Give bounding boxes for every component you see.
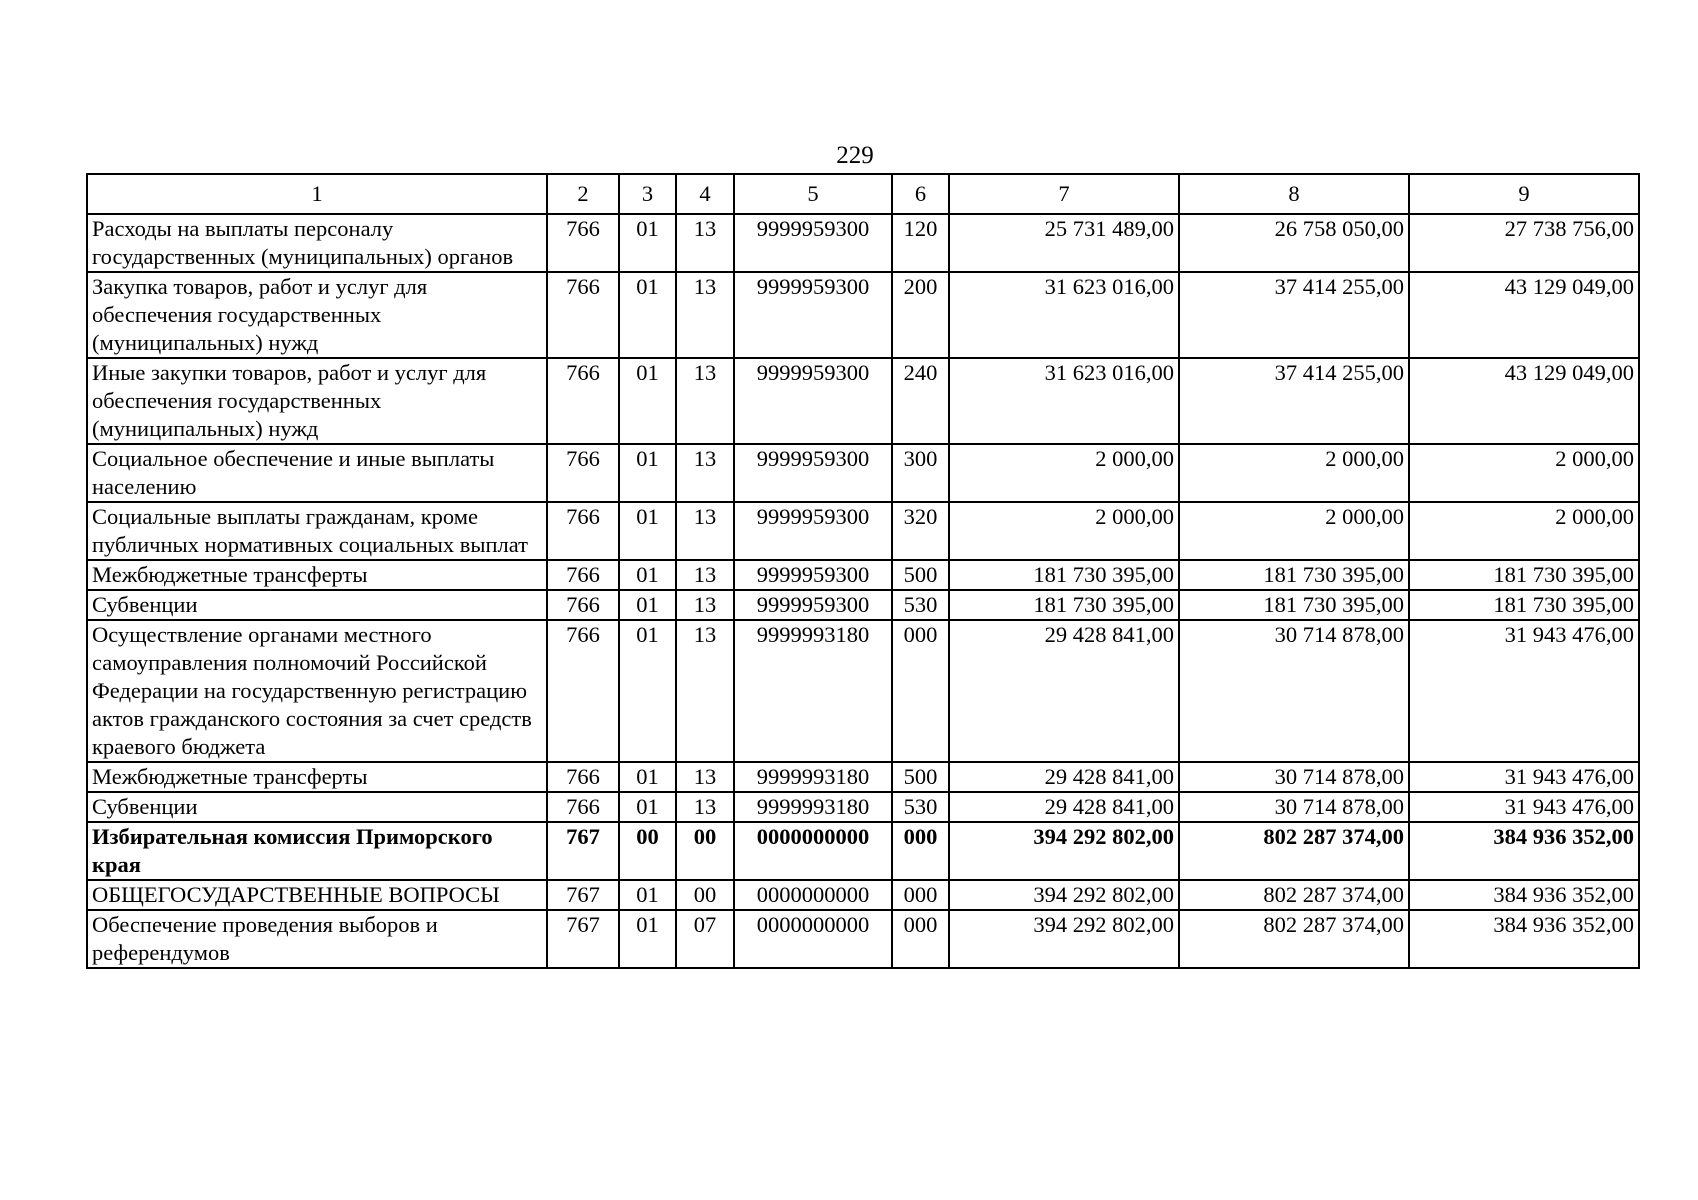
row-name-cell: Закупка товаров, работ и услуг для обеспечения государственных (муниципальных) нужд <box>87 272 547 358</box>
row-code-cell: 01 <box>619 502 676 560</box>
table-row <box>87 880 1639 910</box>
row-amount-cell: 2 000,00 <box>1179 444 1409 502</box>
table-row <box>87 444 1639 502</box>
row-name-cell: Межбюджетные трансферты <box>87 762 547 792</box>
row-name-cell: Социальное обеспечение и иные выплаты населению <box>87 444 547 502</box>
row-amount-cell: 802 287 374,00 <box>1179 910 1409 968</box>
row-code-cell: 500 <box>892 762 949 792</box>
row-amount-cell: 27 738 756,00 <box>1409 214 1639 272</box>
row-name-cell: Межбюджетные трансферты <box>87 560 547 590</box>
table-row <box>87 560 1639 590</box>
row-code-cell: 766 <box>547 358 619 444</box>
row-code-cell: 9999959300 <box>734 444 892 502</box>
row-amount-cell: 26 758 050,00 <box>1179 214 1409 272</box>
row-code-cell: 767 <box>547 910 619 968</box>
row-amount-cell: 181 730 395,00 <box>1179 590 1409 620</box>
header-cell: 5 <box>734 174 892 214</box>
header-cell: 9 <box>1409 174 1639 214</box>
row-code-cell: 766 <box>547 590 619 620</box>
row-amount-cell: 394 292 802,00 <box>949 822 1179 880</box>
row-code-cell: 766 <box>547 762 619 792</box>
row-amount-cell: 384 936 352,00 <box>1409 822 1639 880</box>
row-code-cell: 500 <box>892 560 949 590</box>
row-code-cell: 320 <box>892 502 949 560</box>
table-row <box>87 590 1639 620</box>
row-code-cell: 0000000000 <box>734 880 892 910</box>
row-code-cell: 0000000000 <box>734 822 892 880</box>
row-amount-cell: 394 292 802,00 <box>949 880 1179 910</box>
row-amount-cell: 2 000,00 <box>949 444 1179 502</box>
row-name-cell: Иные закупки товаров, работ и услуг для обеспечения государственных (муниципальных) нужд <box>87 358 547 444</box>
row-code-cell: 767 <box>547 822 619 880</box>
row-code-cell: 13 <box>676 444 734 502</box>
row-amount-cell: 29 428 841,00 <box>949 792 1179 822</box>
row-code-cell: 13 <box>676 762 734 792</box>
row-code-cell: 766 <box>547 792 619 822</box>
row-code-cell: 01 <box>619 880 676 910</box>
row-code-cell: 766 <box>547 444 619 502</box>
row-code-cell: 000 <box>892 910 949 968</box>
row-code-cell: 13 <box>676 620 734 762</box>
header-cell: 4 <box>676 174 734 214</box>
row-name-cell: ОБЩЕГОСУДАРСТВЕННЫЕ ВОПРОСЫ <box>87 880 547 910</box>
table-body <box>87 214 1639 968</box>
row-code-cell: 00 <box>676 880 734 910</box>
row-code-cell: 01 <box>619 620 676 762</box>
row-amount-cell: 802 287 374,00 <box>1179 822 1409 880</box>
row-code-cell: 9999959300 <box>734 272 892 358</box>
row-code-cell: 13 <box>676 590 734 620</box>
row-code-cell: 9999959300 <box>734 502 892 560</box>
row-amount-cell: 43 129 049,00 <box>1409 272 1639 358</box>
row-code-cell: 01 <box>619 358 676 444</box>
row-code-cell: 9999993180 <box>734 620 892 762</box>
row-amount-cell: 384 936 352,00 <box>1409 910 1639 968</box>
row-code-cell: 01 <box>619 910 676 968</box>
table-row <box>87 272 1639 358</box>
row-amount-cell: 25 731 489,00 <box>949 214 1179 272</box>
row-amount-cell: 31 943 476,00 <box>1409 792 1639 822</box>
row-name-cell: Обеспечение проведения выборов и референдумов <box>87 910 547 968</box>
row-code-cell: 13 <box>676 560 734 590</box>
row-amount-cell: 37 414 255,00 <box>1179 358 1409 444</box>
row-amount-cell: 181 730 395,00 <box>1409 590 1639 620</box>
row-code-cell: 530 <box>892 792 949 822</box>
header-cell: 2 <box>547 174 619 214</box>
row-code-cell: 200 <box>892 272 949 358</box>
page-number: 229 <box>836 142 874 169</box>
row-amount-cell: 802 287 374,00 <box>1179 880 1409 910</box>
header-cell: 1 <box>87 174 547 214</box>
row-code-cell: 13 <box>676 272 734 358</box>
row-amount-cell: 37 414 255,00 <box>1179 272 1409 358</box>
row-code-cell: 240 <box>892 358 949 444</box>
row-code-cell: 9999959300 <box>734 590 892 620</box>
row-code-cell: 530 <box>892 590 949 620</box>
row-amount-cell: 2 000,00 <box>1179 502 1409 560</box>
row-code-cell: 000 <box>892 620 949 762</box>
row-code-cell: 9999993180 <box>734 792 892 822</box>
row-code-cell: 01 <box>619 762 676 792</box>
row-code-cell: 300 <box>892 444 949 502</box>
budget-table <box>86 173 1640 969</box>
row-code-cell: 00 <box>676 822 734 880</box>
row-code-cell: 000 <box>892 880 949 910</box>
row-amount-cell: 29 428 841,00 <box>949 620 1179 762</box>
row-code-cell: 120 <box>892 214 949 272</box>
row-code-cell: 9999959300 <box>734 214 892 272</box>
row-amount-cell: 181 730 395,00 <box>949 560 1179 590</box>
row-code-cell: 07 <box>676 910 734 968</box>
table-row <box>87 358 1639 444</box>
table-row <box>87 762 1639 792</box>
header-cell: 3 <box>619 174 676 214</box>
row-code-cell: 766 <box>547 272 619 358</box>
row-name-cell: Расходы на выплаты персоналу государственных (муниципальных) органов <box>87 214 547 272</box>
row-code-cell: 9999959300 <box>734 358 892 444</box>
row-amount-cell: 2 000,00 <box>1409 444 1639 502</box>
header-cell: 6 <box>892 174 949 214</box>
row-code-cell: 766 <box>547 620 619 762</box>
row-code-cell: 767 <box>547 880 619 910</box>
row-amount-cell: 30 714 878,00 <box>1179 620 1409 762</box>
row-amount-cell: 31 623 016,00 <box>949 272 1179 358</box>
row-code-cell: 9999993180 <box>734 762 892 792</box>
table-row <box>87 214 1639 272</box>
row-name-cell: Субвенции <box>87 590 547 620</box>
row-amount-cell: 394 292 802,00 <box>949 910 1179 968</box>
row-amount-cell: 181 730 395,00 <box>949 590 1179 620</box>
row-code-cell: 00 <box>619 822 676 880</box>
table-row <box>87 822 1639 880</box>
row-amount-cell: 29 428 841,00 <box>949 762 1179 792</box>
row-amount-cell: 43 129 049,00 <box>1409 358 1639 444</box>
row-code-cell: 01 <box>619 444 676 502</box>
row-amount-cell: 384 936 352,00 <box>1409 880 1639 910</box>
row-amount-cell: 181 730 395,00 <box>1409 560 1639 590</box>
row-code-cell: 766 <box>547 560 619 590</box>
row-amount-cell: 2 000,00 <box>949 502 1179 560</box>
row-code-cell: 01 <box>619 214 676 272</box>
row-name-cell: Осуществление органами местного самоуправления полномочий Российской Федерации на государственную регистрацию актов гражданского состояния за счет средств краевого бюджета <box>87 620 547 762</box>
row-code-cell: 766 <box>547 214 619 272</box>
row-code-cell: 13 <box>676 214 734 272</box>
row-amount-cell: 31 623 016,00 <box>949 358 1179 444</box>
header-cell: 7 <box>949 174 1179 214</box>
row-code-cell: 13 <box>676 358 734 444</box>
header-row <box>87 174 1639 214</box>
row-amount-cell: 31 943 476,00 <box>1409 762 1639 792</box>
row-amount-cell: 30 714 878,00 <box>1179 792 1409 822</box>
table-row <box>87 792 1639 822</box>
header-cell: 8 <box>1179 174 1409 214</box>
row-code-cell: 766 <box>547 502 619 560</box>
row-amount-cell: 31 943 476,00 <box>1409 620 1639 762</box>
table-row <box>87 620 1639 762</box>
row-code-cell: 000 <box>892 822 949 880</box>
row-code-cell: 9999959300 <box>734 560 892 590</box>
row-code-cell: 01 <box>619 560 676 590</box>
row-code-cell: 01 <box>619 792 676 822</box>
table-row <box>87 910 1639 968</box>
row-code-cell: 01 <box>619 590 676 620</box>
row-amount-cell: 2 000,00 <box>1409 502 1639 560</box>
row-code-cell: 13 <box>676 502 734 560</box>
table-row <box>87 502 1639 560</box>
row-name-cell: Субвенции <box>87 792 547 822</box>
row-amount-cell: 181 730 395,00 <box>1179 560 1409 590</box>
row-code-cell: 13 <box>676 792 734 822</box>
row-code-cell: 0000000000 <box>734 910 892 968</box>
row-amount-cell: 30 714 878,00 <box>1179 762 1409 792</box>
row-name-cell: Избирательная комиссия Приморского края <box>87 822 547 880</box>
row-name-cell: Социальные выплаты гражданам, кроме публичных нормативных социальных выплат <box>87 502 547 560</box>
row-code-cell: 01 <box>619 272 676 358</box>
